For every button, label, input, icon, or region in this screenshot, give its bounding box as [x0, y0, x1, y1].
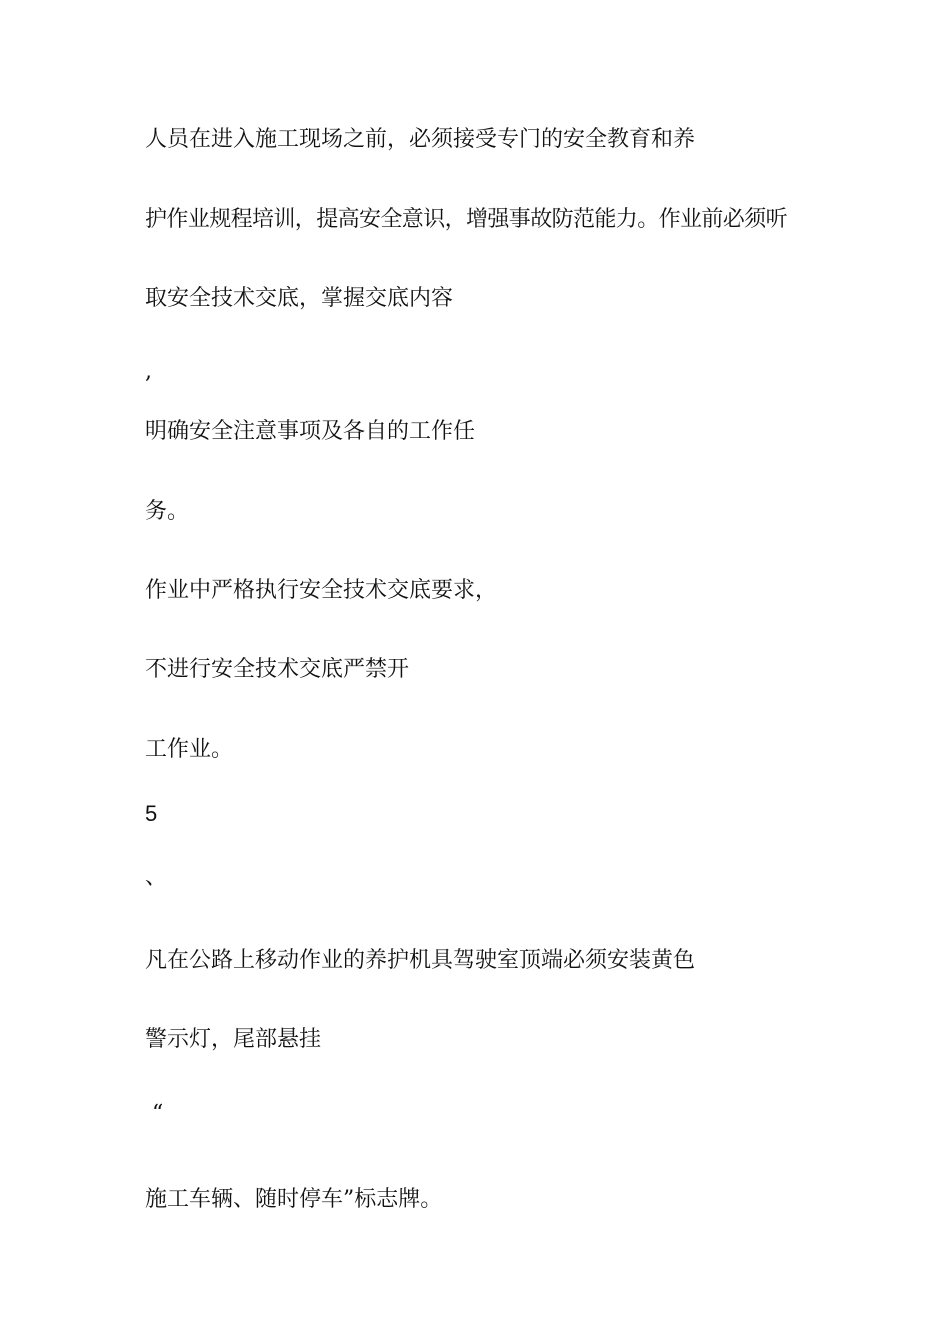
- text-line-5: 明确安全注意事项及各自的工作任: [145, 419, 476, 444]
- comma-mark: ,: [145, 359, 152, 384]
- text-line-9: 工作业。: [145, 737, 234, 762]
- quote-mark: “: [152, 1101, 164, 1126]
- text-line-1: 人员在进入施工现场之前，必须接受专门的安全教育和养: [145, 127, 696, 152]
- text-line-13: 警示灯，尾部悬挂: [145, 1027, 322, 1052]
- text-line-7: 作业中严格执行安全技术交底要求，: [145, 578, 498, 603]
- section-number: 5: [145, 801, 158, 826]
- text-line-2: 护作业规程培训，提高安全意识，增强事故防范能力。作业前必须听: [145, 207, 788, 232]
- enumeration-mark: 、: [145, 865, 168, 890]
- text-line-6: 务。: [145, 499, 190, 524]
- text-line-8: 不进行安全技术交底严禁开: [145, 657, 410, 682]
- text-line-15: 施工车辆、随时停车”标志牌。: [145, 1187, 443, 1212]
- text-line-3: 取安全技术交底，掌握交底内容: [145, 286, 454, 311]
- text-line-12: 凡在公路上移动作业的养护机具驾驶室顶端必须安装黄色: [145, 948, 696, 973]
